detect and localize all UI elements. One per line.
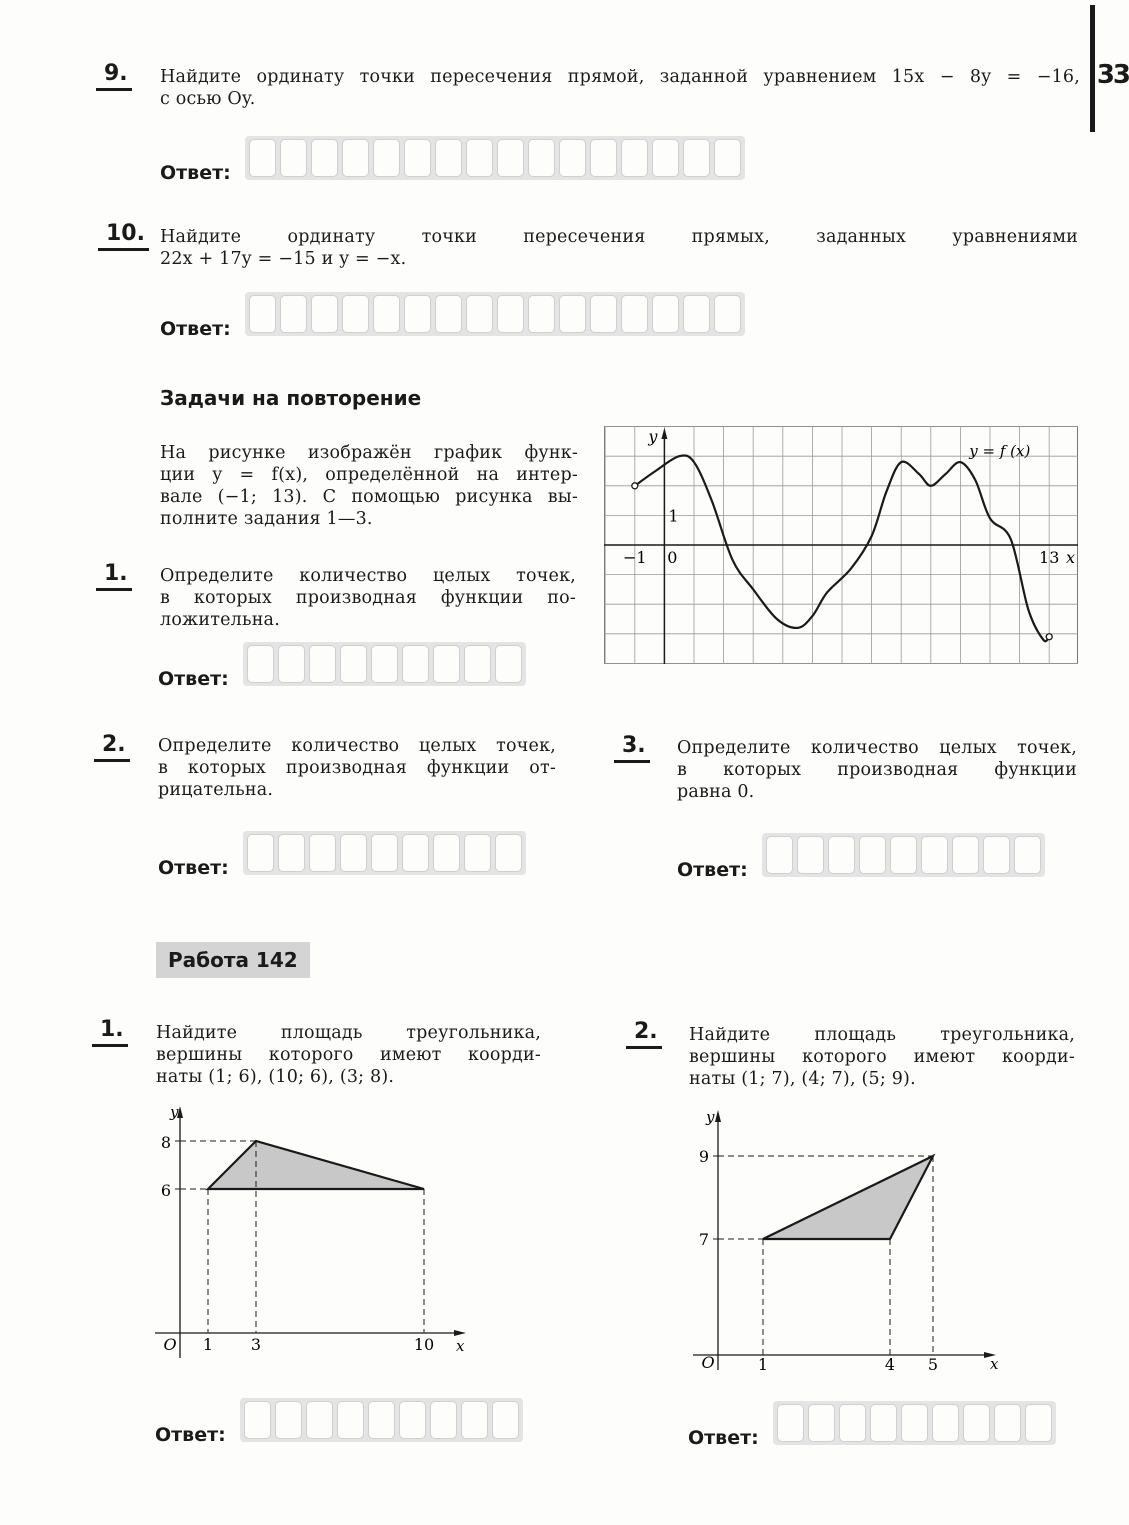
answer-cell[interactable] [404, 139, 431, 177]
review-task-3-answer-boxes[interactable] [762, 833, 1045, 877]
answer-cell[interactable] [839, 1404, 866, 1442]
answer-cell[interactable] [777, 1404, 804, 1442]
review-task-1-line-1: Определите количество целых точек, [160, 566, 576, 586]
answer-cell[interactable] [859, 836, 886, 874]
review-task-2-answer-boxes[interactable] [243, 831, 526, 875]
work-task-2-text [689, 1024, 1075, 1090]
answer-cell[interactable] [497, 139, 524, 177]
answer-cell[interactable] [714, 295, 741, 333]
graph-y-label: y [648, 427, 658, 446]
task-10-answer-boxes[interactable] [245, 292, 745, 336]
triangle-2-ytick-7: 7 [698, 1230, 710, 1249]
triangle-1-x-arrow [454, 1330, 466, 1336]
triangle-1-ytick-8: 8 [160, 1133, 172, 1152]
review-intro-line-4: полните задания 1—3. [160, 509, 373, 529]
answer-cell[interactable] [435, 139, 462, 177]
answer-cell[interactable] [528, 295, 555, 333]
answer-cell[interactable] [828, 836, 855, 874]
answer-cell[interactable] [495, 645, 522, 683]
review-section-title: Задачи на повторение [160, 386, 422, 410]
answer-cell[interactable] [340, 834, 367, 872]
answer-cell[interactable] [247, 834, 274, 872]
review-task-2-line-2: в которых производная функции от- [158, 758, 556, 778]
answer-cell[interactable] [371, 645, 398, 683]
review-intro-line-1: На рисунке изображён график функ- [160, 443, 578, 463]
answer-cell[interactable] [404, 295, 431, 333]
answer-cell[interactable] [280, 139, 307, 177]
answer-cell[interactable] [466, 139, 493, 177]
answer-cell[interactable] [983, 836, 1010, 874]
task-10-text [160, 226, 1078, 270]
review-task-2-answer-label: Ответ: [158, 857, 229, 879]
work-task-2-answer-label: Ответ: [688, 1427, 759, 1449]
answer-cell[interactable] [870, 1404, 897, 1442]
graph-function-label: y = f (x) [969, 442, 1031, 460]
page-edge-bar [1090, 5, 1095, 132]
review-task-3-answer-label: Ответ: [677, 859, 748, 881]
answer-cell[interactable] [342, 139, 369, 177]
answer-cell[interactable] [433, 645, 460, 683]
triangle-1-origin: O [163, 1335, 177, 1354]
answer-cell[interactable] [890, 836, 917, 874]
triangle-1-shape [208, 1141, 424, 1189]
graph-open-endpoint-left [632, 483, 638, 489]
graph-tick-0: 0 [667, 548, 678, 567]
page-number: 33 [1096, 60, 1129, 90]
answer-cell[interactable] [373, 295, 400, 333]
review-task-3-line-1: Определите количество целых точек, [677, 738, 1077, 758]
triangle-1-xtick-10: 10 [413, 1335, 435, 1354]
review-task-3-line-2: в которых производная функции [677, 760, 1077, 780]
review-task-2-text [158, 735, 556, 801]
answer-cell[interactable] [952, 836, 979, 874]
answer-cell[interactable] [311, 295, 338, 333]
triangle-1-ytick-6: 6 [160, 1181, 172, 1200]
work-task-2-number: 2. [626, 1020, 662, 1049]
triangle-1-xtick-3: 3 [250, 1335, 262, 1354]
answer-cell[interactable] [528, 139, 555, 177]
answer-cell[interactable] [808, 1404, 835, 1442]
task-9-answer-boxes[interactable] [245, 136, 745, 180]
answer-cell[interactable] [464, 645, 491, 683]
answer-cell[interactable] [275, 1401, 302, 1439]
work-task-2-line-1: Найдите площадь треугольника, [689, 1025, 1075, 1045]
triangle-2-y-label: y [706, 1108, 715, 1126]
answer-cell[interactable] [652, 139, 679, 177]
answer-cell[interactable] [461, 1401, 488, 1439]
answer-cell[interactable] [963, 1404, 990, 1442]
answer-cell[interactable] [492, 1401, 519, 1439]
graph-open-endpoint-right [1046, 634, 1052, 640]
triangle-1-xtick-1: 1 [202, 1335, 214, 1354]
work-task-2-answer-boxes[interactable] [773, 1401, 1056, 1445]
review-task-1-line-2: в которых производная функции по- [160, 588, 576, 608]
triangle-figure-2 [690, 1100, 1020, 1380]
answer-cell[interactable] [559, 295, 586, 333]
task-9-line-1: Найдите ординату точки пересечения прямой, заданной уравнением 15x − 8y = −16, [160, 67, 1080, 87]
answer-cell[interactable] [337, 1401, 364, 1439]
work-task-1-line-3: наты (1; 6), (10; 6), (3; 8). [156, 1067, 395, 1087]
review-task-2-number: 2. [94, 733, 130, 762]
answer-cell[interactable] [1025, 1404, 1052, 1442]
answer-cell[interactable] [590, 295, 617, 333]
answer-cell[interactable] [714, 139, 741, 177]
answer-cell[interactable] [340, 645, 367, 683]
answer-cell[interactable] [249, 139, 276, 177]
graph-tick-minus1: −1 [623, 548, 647, 567]
triangle-2-xtick-4: 4 [884, 1355, 896, 1374]
answer-cell[interactable] [244, 1401, 271, 1439]
task-10-line-2: 22x + 17y = −15 и y = −x. [160, 249, 407, 269]
answer-cell[interactable] [495, 834, 522, 872]
answer-cell[interactable] [652, 295, 679, 333]
triangle-2-xtick-1: 1 [757, 1355, 769, 1374]
graph-tick-1: 1 [668, 506, 679, 526]
triangle-figure-1 [150, 1098, 480, 1368]
work-task-1-text [156, 1022, 541, 1088]
answer-cell[interactable] [249, 295, 276, 333]
answer-cell[interactable] [590, 139, 617, 177]
review-task-2-line-1: Определите количество целых точек, [158, 736, 556, 756]
review-intro-line-3: вале (−1; 13). С помощью рисунка вы- [160, 487, 578, 507]
function-graph [604, 426, 1078, 664]
answer-cell[interactable] [402, 834, 429, 872]
answer-cell[interactable] [311, 139, 338, 177]
answer-cell[interactable] [797, 836, 824, 874]
review-task-2-line-3: рицательна. [158, 780, 274, 800]
answer-cell[interactable] [435, 295, 462, 333]
answer-cell[interactable] [309, 645, 336, 683]
work-task-1-answer-boxes[interactable] [240, 1398, 523, 1442]
answer-cell[interactable] [766, 836, 793, 874]
answer-cell[interactable] [430, 1401, 457, 1439]
review-intro [160, 442, 578, 530]
answer-cell[interactable] [278, 645, 305, 683]
task-10-line-1: Найдите ординату точки пересечения прямых, заданных уравнениями [160, 227, 1078, 247]
answer-cell[interactable] [559, 139, 586, 177]
answer-cell[interactable] [994, 1404, 1021, 1442]
answer-cell[interactable] [402, 645, 429, 683]
work-task-2-line-3: наты (1; 7), (4; 7), (5; 9). [689, 1069, 916, 1089]
graph-tick-13: 13 [1039, 548, 1060, 567]
work-142-badge: Работа 142 [156, 942, 310, 978]
review-task-3-number: 3. [614, 734, 650, 763]
task-9-number: 9. [96, 62, 132, 91]
triangle-1-x-label: x [456, 1337, 465, 1355]
work-task-2-line-2: вершины которого имеют коорди- [689, 1047, 1075, 1067]
work-task-1-line-1: Найдите площадь треугольника, [156, 1023, 541, 1043]
triangle-2-xtick-5: 5 [927, 1355, 939, 1374]
answer-cell[interactable] [278, 834, 305, 872]
review-task-1-answer-label: Ответ: [158, 668, 229, 690]
triangle-2-y-arrow [715, 1110, 721, 1122]
triangle-2-ytick-9: 9 [698, 1147, 710, 1166]
answer-cell[interactable] [466, 295, 493, 333]
answer-cell[interactable] [247, 645, 274, 683]
answer-cell[interactable] [621, 295, 648, 333]
answer-cell[interactable] [306, 1401, 333, 1439]
answer-cell[interactable] [280, 295, 307, 333]
task-10-number: 10. [98, 222, 149, 251]
answer-cell[interactable] [621, 139, 648, 177]
answer-cell[interactable] [342, 295, 369, 333]
answer-cell[interactable] [399, 1401, 426, 1439]
review-task-3-line-3: равна 0. [677, 782, 755, 802]
answer-cell[interactable] [464, 834, 491, 872]
answer-cell[interactable] [371, 834, 398, 872]
task-9-answer-label: Ответ: [160, 162, 231, 184]
review-intro-line-2: ции y = f(x), определённой на интер- [160, 465, 578, 485]
answer-cell[interactable] [433, 834, 460, 872]
answer-cell[interactable] [683, 295, 710, 333]
review-task-1-line-3: ложительна. [160, 610, 280, 630]
work-task-1-answer-label: Ответ: [155, 1424, 226, 1446]
triangle-1-y-label: y [170, 1103, 179, 1121]
answer-cell[interactable] [932, 1404, 959, 1442]
answer-cell[interactable] [497, 295, 524, 333]
answer-cell[interactable] [373, 139, 400, 177]
review-task-1-answer-boxes[interactable] [243, 642, 526, 686]
answer-cell[interactable] [1014, 836, 1041, 874]
answer-cell[interactable] [683, 139, 710, 177]
task-9-text [160, 66, 1080, 110]
answer-cell[interactable] [901, 1404, 928, 1442]
task-10-answer-label: Ответ: [160, 318, 231, 340]
work-task-1-number: 1. [92, 1018, 128, 1047]
work-task-1-line-2: вершины которого имеют коорди- [156, 1045, 541, 1065]
triangle-2-shape [763, 1156, 933, 1239]
task-9-line-2: с осью Oy. [160, 89, 256, 109]
triangle-2-x-label: x [990, 1355, 999, 1373]
review-task-1-text [160, 565, 576, 631]
answer-cell[interactable] [921, 836, 948, 874]
graph-x-label: x [1066, 548, 1076, 567]
answer-cell[interactable] [368, 1401, 395, 1439]
triangle-2-origin: O [701, 1353, 715, 1372]
review-task-1-number: 1. [96, 562, 132, 591]
review-task-3-text [677, 737, 1077, 803]
answer-cell[interactable] [309, 834, 336, 872]
